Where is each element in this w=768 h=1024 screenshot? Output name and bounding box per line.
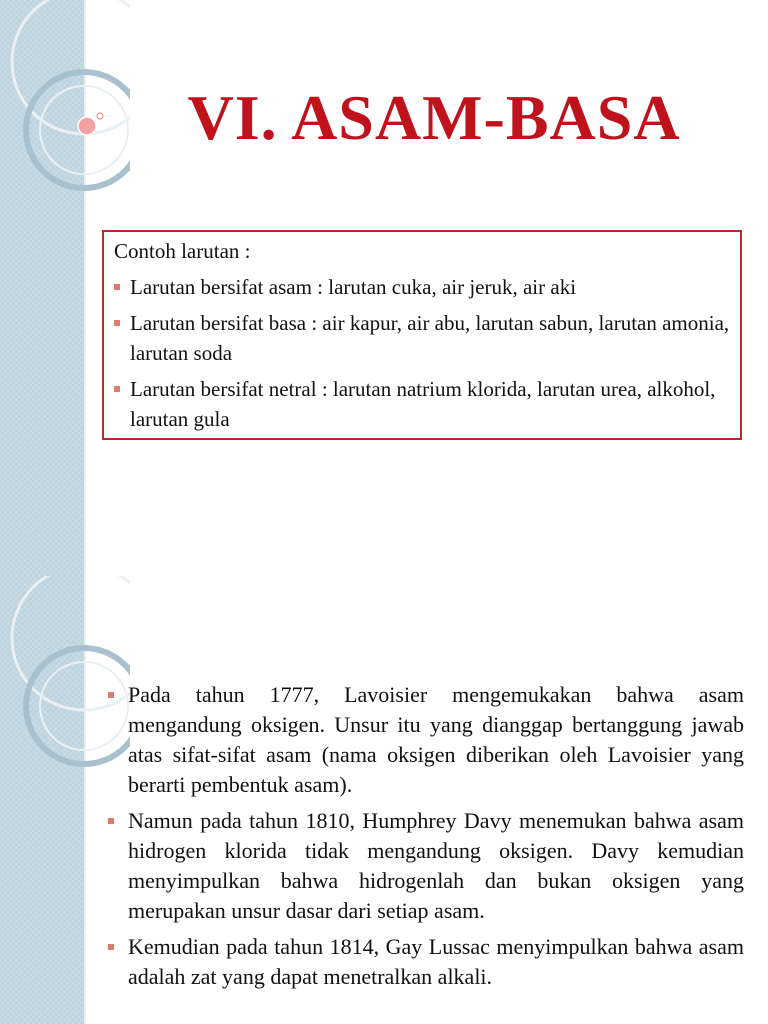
- list-item-text: Larutan bersifat asam : larutan cuka, air jeruk, air aki: [130, 275, 577, 299]
- list-item-text: Kemudian pada tahun 1814, Gay Lussac menyimpulkan bahwa asam adalah zat yang dapat menetralkan alkali.: [128, 934, 744, 989]
- list-item: [104, 806, 744, 926]
- solution-list: [114, 272, 730, 434]
- list-item-text: Larutan bersifat basa : air kapur, air abu, larutan sabun, larutan amonia, larutan soda: [130, 311, 730, 365]
- list-item: [114, 272, 730, 302]
- list-item-text: Namun pada tahun 1810, Humphrey Davy menemukan bahwa asam hidrogen klorida tidak mengandung oksigen. Davy kemudian menyimpulkan bahwa hidrogenlah dan bukan oksigen yang merupakan unsur dasar dari setiap asam.: [128, 808, 744, 923]
- bullet-icon: [114, 320, 120, 326]
- slide-title: VI. ASAM-BASA: [187, 82, 681, 153]
- box-lead: Contoh larutan :: [114, 239, 251, 263]
- bullet-icon: [108, 818, 114, 824]
- bullet-icon: [114, 284, 120, 290]
- list-item: [114, 374, 730, 434]
- slide-2: [0, 576, 768, 1024]
- list-item: [114, 308, 730, 368]
- bullet-icon: [108, 692, 114, 698]
- list-item: [104, 680, 744, 800]
- list-item: [104, 932, 744, 992]
- example-solutions-box: [102, 230, 742, 440]
- deco-dot-pink: [78, 117, 96, 135]
- bullet-icon: [108, 944, 114, 950]
- history-list: [104, 680, 744, 998]
- bullet-icon: [114, 386, 120, 392]
- list-item-text: Larutan bersifat netral : larutan natrium klorida, larutan urea, alkohol, larutan gula: [130, 377, 716, 431]
- list-item-text: Pada tahun 1777, Lavoisier mengemukakan bahwa asam mengandung oksigen. Unsur itu yang dianggap bertanggung jawab atas sifat-sifat asam (nama oksigen diberikan oleh Lavoisier yang berarti pembentuk asam).: [128, 682, 744, 797]
